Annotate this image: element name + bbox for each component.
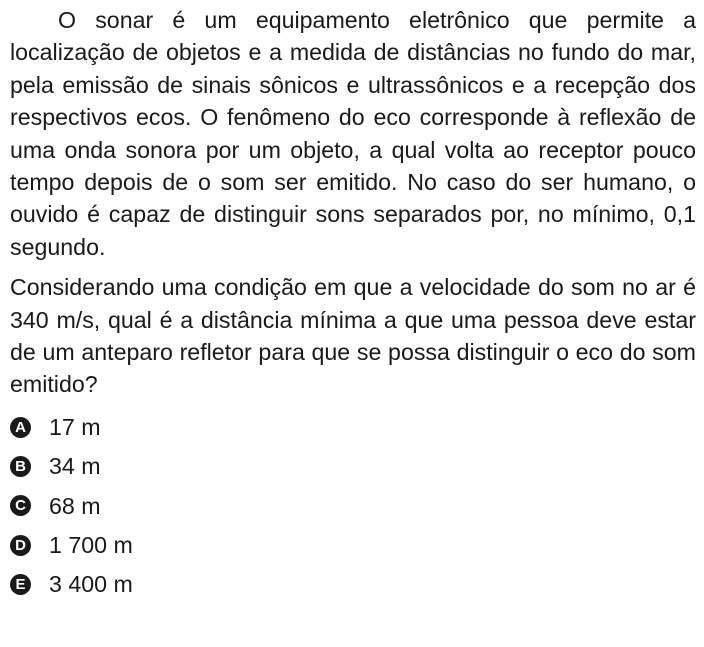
option-text: 34 m <box>49 453 101 480</box>
question-prompt-paragraph: Considerando uma condição em que a velocidade do som no ar é 340 m/s, qual é a distância mínima a que uma pessoa deve estar de um anteparo refletor para que se possa distinguir o eco do som emitido? <box>10 274 696 398</box>
answer-options-list <box>10 408 696 604</box>
option-letter-badge: A <box>10 417 31 438</box>
option-text: 3 400 m <box>49 571 133 598</box>
answer-option-c[interactable] <box>10 486 696 525</box>
option-letter-badge: B <box>10 456 31 477</box>
answer-option-a[interactable] <box>10 408 696 447</box>
answer-option-e[interactable] <box>10 565 696 604</box>
option-letter-badge: D <box>10 535 31 556</box>
question-block <box>10 4 696 627</box>
answer-option-d[interactable] <box>10 525 696 564</box>
option-letter-badge: C <box>10 495 31 516</box>
answer-option-b[interactable] <box>10 447 696 486</box>
option-letter-badge: E <box>10 574 31 595</box>
option-text: 1 700 m <box>49 531 133 558</box>
option-text: 17 m <box>49 414 101 441</box>
question-context-paragraph: O sonar é um equipamento eletrônico que permite a localização de objetos e a medida de distâncias no fundo do mar, pela emissão de sinais sônicos e ultrassônicos e a recepção dos respectivos ecos. O fenômeno do eco corresponde à reflexão de uma onda sonora por um objeto, a qual volta ao receptor pouco tempo depois de o som ser emitido. No caso do ser humano, o ouvido é capaz de distinguir sons separados por, no mínimo, 0,1 segundo. <box>10 7 696 260</box>
option-text: 68 m <box>49 492 101 519</box>
